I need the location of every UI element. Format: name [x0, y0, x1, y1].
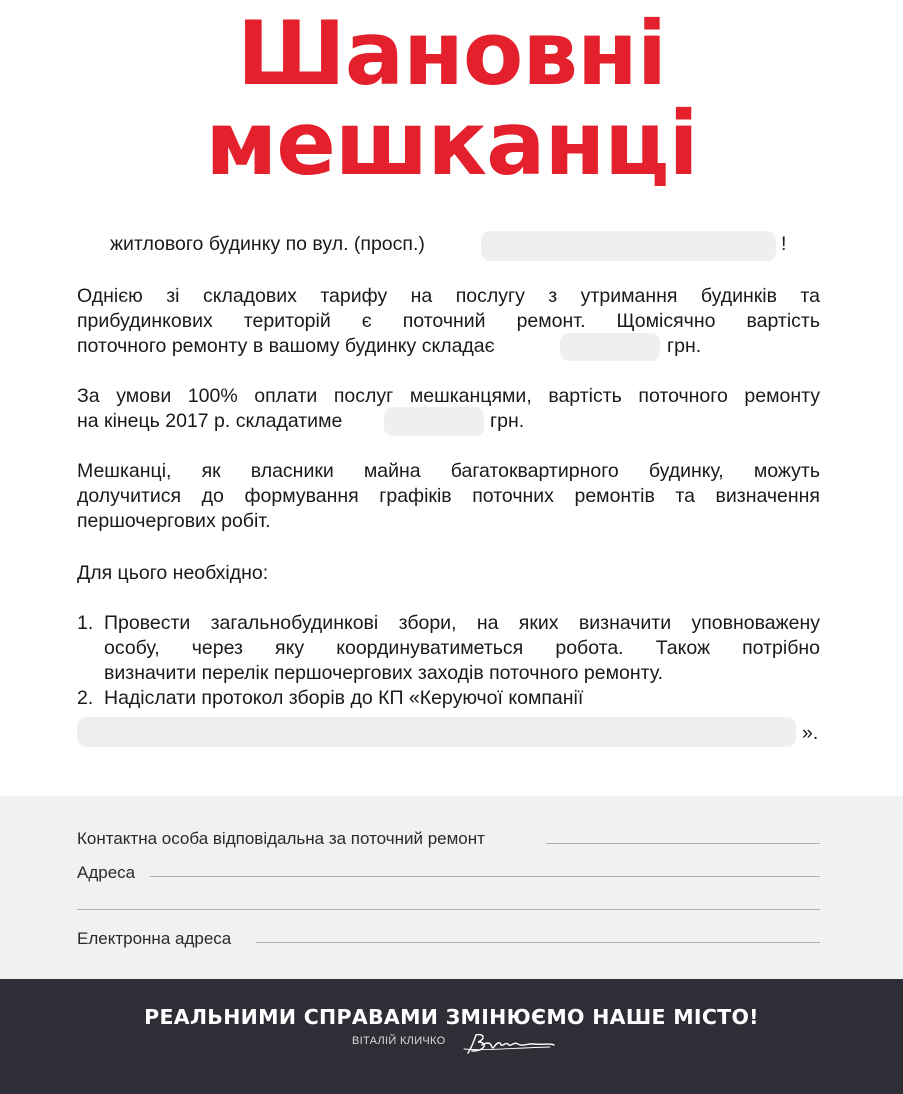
- signature-icon: [462, 1031, 556, 1057]
- paragraph2-line1: За умови 100% оплати послуг мешканцями, вартість поточного ремонту: [77, 385, 820, 407]
- step2-number: 2.: [77, 687, 94, 709]
- paragraph1-line2: прибудинкових територій є поточний ремонт. Щомісячно вартість: [77, 310, 820, 332]
- greeting-exclamation: !: [781, 233, 787, 255]
- company-name-blank-field[interactable]: [77, 717, 796, 747]
- paragraph3-line1: Мешканці, як власники майна багатоквартирного будинку, можуть: [77, 460, 820, 482]
- paragraph1-line1: Однією зі складових тарифу на послугу з утримання будинків та: [77, 285, 820, 307]
- paragraph1-line3: поточного ремонту в вашому будинку складає: [77, 335, 495, 357]
- footer: [0, 979, 903, 1094]
- step1-line1: Провести загальнобудинкові збори, на яких визначити уповноважену: [104, 612, 820, 634]
- greeting-text: житлового будинку по вул. (просп.): [110, 233, 425, 255]
- step2-end: ».: [802, 722, 819, 744]
- address-line[interactable]: [150, 876, 820, 877]
- paragraph3-line3: першочергових робіт.: [77, 510, 271, 532]
- step1-line2: особу, через яку координуватиметься робота. Також потрібно: [104, 637, 820, 659]
- step1-number: 1.: [77, 612, 94, 634]
- monthly-cost-blank-field[interactable]: [560, 333, 660, 361]
- address-label: Адреса: [77, 863, 136, 882]
- step2-line1: Надіслати протокол зборів до КП «Керуючої компанії: [104, 687, 584, 709]
- footer-author: ВІТАЛІЙ КЛИЧКО: [352, 1035, 446, 1047]
- contact-panel: [0, 796, 903, 979]
- paragraph2-unit: грн.: [490, 410, 525, 432]
- email-line[interactable]: [256, 942, 820, 943]
- paragraph2-line2: на кінець 2017 р. складатиме: [77, 410, 343, 432]
- address-line-2[interactable]: [77, 909, 820, 910]
- paragraph3-line2: долучитися до формування графіків поточних ремонтів та визначення: [77, 485, 820, 507]
- page-title-line-2: мешканці: [205, 92, 698, 195]
- responsible-person-line[interactable]: [546, 843, 820, 844]
- email-label: Електронна адреса: [77, 929, 232, 948]
- yearly-cost-blank-field[interactable]: [384, 407, 484, 436]
- street-blank-field[interactable]: [481, 231, 776, 261]
- step1-line3: визначити перелік першочергових заходів поточного ремонту.: [104, 662, 664, 684]
- responsible-person-label: Контактна особа відповідальна за поточний ремонт: [77, 829, 485, 848]
- paragraph4-text: Для цього необхідно:: [77, 562, 269, 584]
- footer-slogan: РЕАЛЬНИМИ СПРАВАМИ ЗМІНЮЄМО НАШЕ МІСТО!: [144, 1005, 759, 1029]
- page-title-line-1: Шановні: [236, 2, 666, 105]
- paragraph1-unit: грн.: [667, 335, 702, 357]
